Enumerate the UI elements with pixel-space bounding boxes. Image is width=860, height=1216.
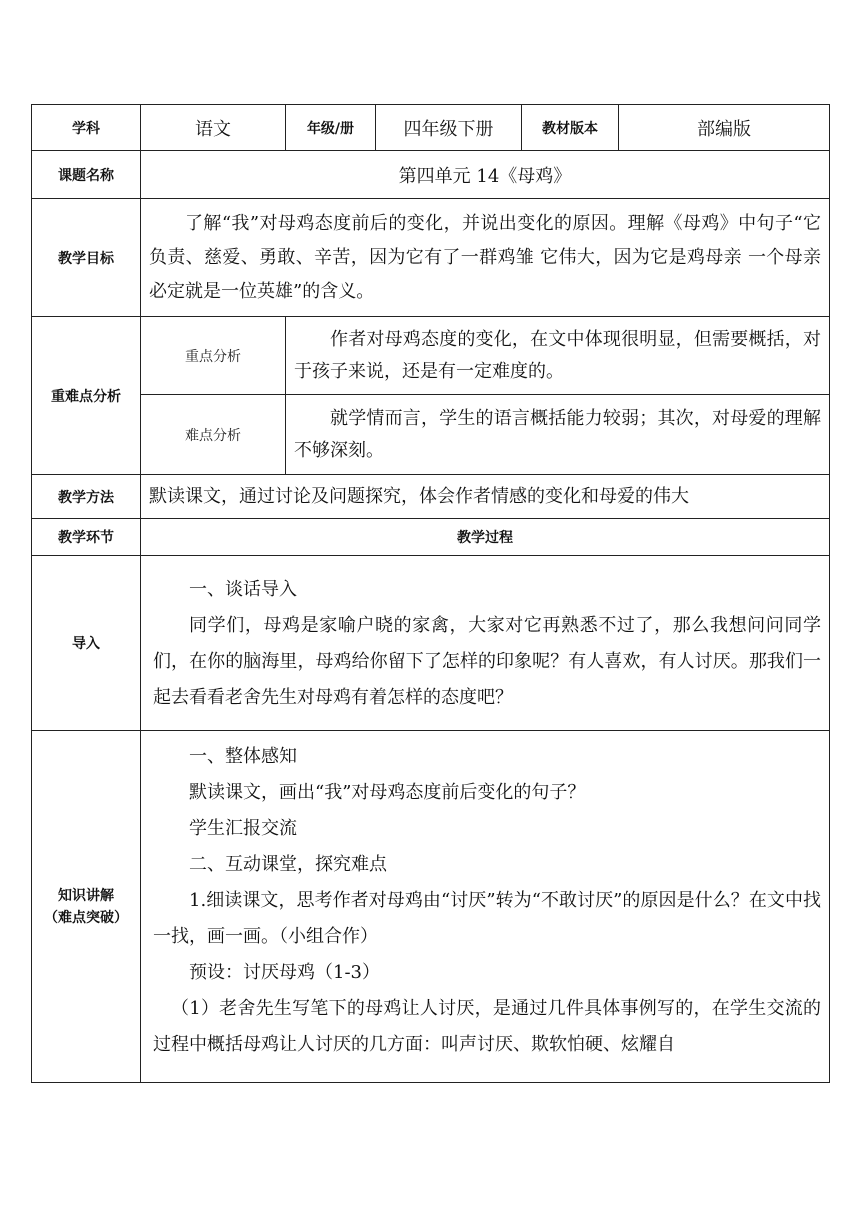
- knowledge-line-3: 学生汇报交流: [189, 818, 297, 839]
- knowledge-line-4: 二、互动课堂，探究难点: [189, 854, 387, 875]
- lesson-title-value: 第四单元 14《母鸡》: [141, 151, 830, 199]
- knowledge-line-6: 预设：讨厌母鸡（1-3）: [189, 962, 380, 983]
- lesson-title-label: 课题名称: [32, 151, 141, 199]
- method-cell: [141, 475, 830, 519]
- goals-label: 教学目标: [32, 199, 141, 317]
- goals-cell: [141, 199, 830, 317]
- goals-text: 了解“我”对母鸡态度前后的变化，并说出变化的原因。理解《母鸡》中句子“它负责、慈爱、勇敢、辛苦，因为它有了一群鸡雏 它伟大，因为它是鸡母亲 一个母亲必定就是一位英雄”的含义。: [149, 212, 821, 302]
- knowledge-label: [32, 731, 141, 1083]
- intro-text: 同学们，母鸡是家喻户晓的家禽，大家对它再熟悉不过了，那么我想问问同学们，在你的脑海里，母鸡给你留下了怎样的印象呢？有人喜欢，有人讨厌。那我们一起去看看老舍先生对母鸡有着怎样的态度吧？: [153, 615, 821, 708]
- lesson-plan-table: [31, 104, 830, 1083]
- knowledge-label-line2: （难点突破）: [44, 909, 128, 926]
- difficulty-label: 难点分析: [141, 395, 286, 475]
- title-row: [32, 151, 830, 199]
- intro-row: [32, 556, 830, 731]
- method-row: [32, 475, 830, 519]
- process-header-row: [32, 519, 830, 556]
- difficulty-text: 就学情而言，学生的语言概括能力较弱；其次，对母爱的理解不够深刻。: [294, 407, 821, 461]
- knowledge-line-2: 默读课文，画出“我”对母鸡态度前后变化的句子？: [189, 782, 586, 803]
- process-stage-label: 教学环节: [32, 519, 141, 556]
- difficulty-row: [32, 395, 830, 475]
- knowledge-line-7: （1）老舍先生写笔下的母鸡让人讨厌，是通过几件具体事例写的，在学生交流的过程中概括母鸡让人讨厌的几方面：叫声讨厌、欺软怕硬、炫耀自: [153, 998, 821, 1055]
- key-point-row: [32, 317, 830, 395]
- goals-row: [32, 199, 830, 317]
- intro-heading: 一、谈话导入: [189, 579, 297, 600]
- edition-label: 教材版本: [522, 105, 619, 151]
- edition-value: 部编版: [619, 105, 830, 151]
- knowledge-cell: [141, 731, 830, 1083]
- subject-label: 学科: [32, 105, 141, 151]
- knowledge-line-1: 一、整体感知: [189, 746, 297, 767]
- analysis-label: 重难点分析: [32, 317, 141, 475]
- key-point-cell: [286, 317, 830, 395]
- process-label: 教学过程: [141, 519, 830, 556]
- grade-label: 年级/册: [286, 105, 376, 151]
- header-row: [32, 105, 830, 151]
- key-point-text: 作者对母鸡态度的变化，在文中体现很明显，但需要概括，对于孩子来说，还是有一定难度的。: [294, 328, 821, 382]
- knowledge-row: [32, 731, 830, 1083]
- method-label: 教学方法: [32, 475, 141, 519]
- knowledge-line-5: 1.细读课文，思考作者对母鸡由“讨厌”转为“不敢讨厌”的原因是什么？在文中找一找，画一画。（小组合作）: [153, 890, 821, 947]
- method-text: 默读课文，通过讨论及问题探究，体会作者情感的变化和母爱的伟大: [149, 485, 689, 507]
- intro-label: 导入: [32, 556, 141, 731]
- subject-value: 语文: [141, 105, 286, 151]
- grade-value: 四年级下册: [376, 105, 522, 151]
- difficulty-cell: [286, 395, 830, 475]
- knowledge-label-line1: 知识讲解: [58, 887, 114, 904]
- key-point-label: 重点分析: [141, 317, 286, 395]
- intro-cell: [141, 556, 830, 731]
